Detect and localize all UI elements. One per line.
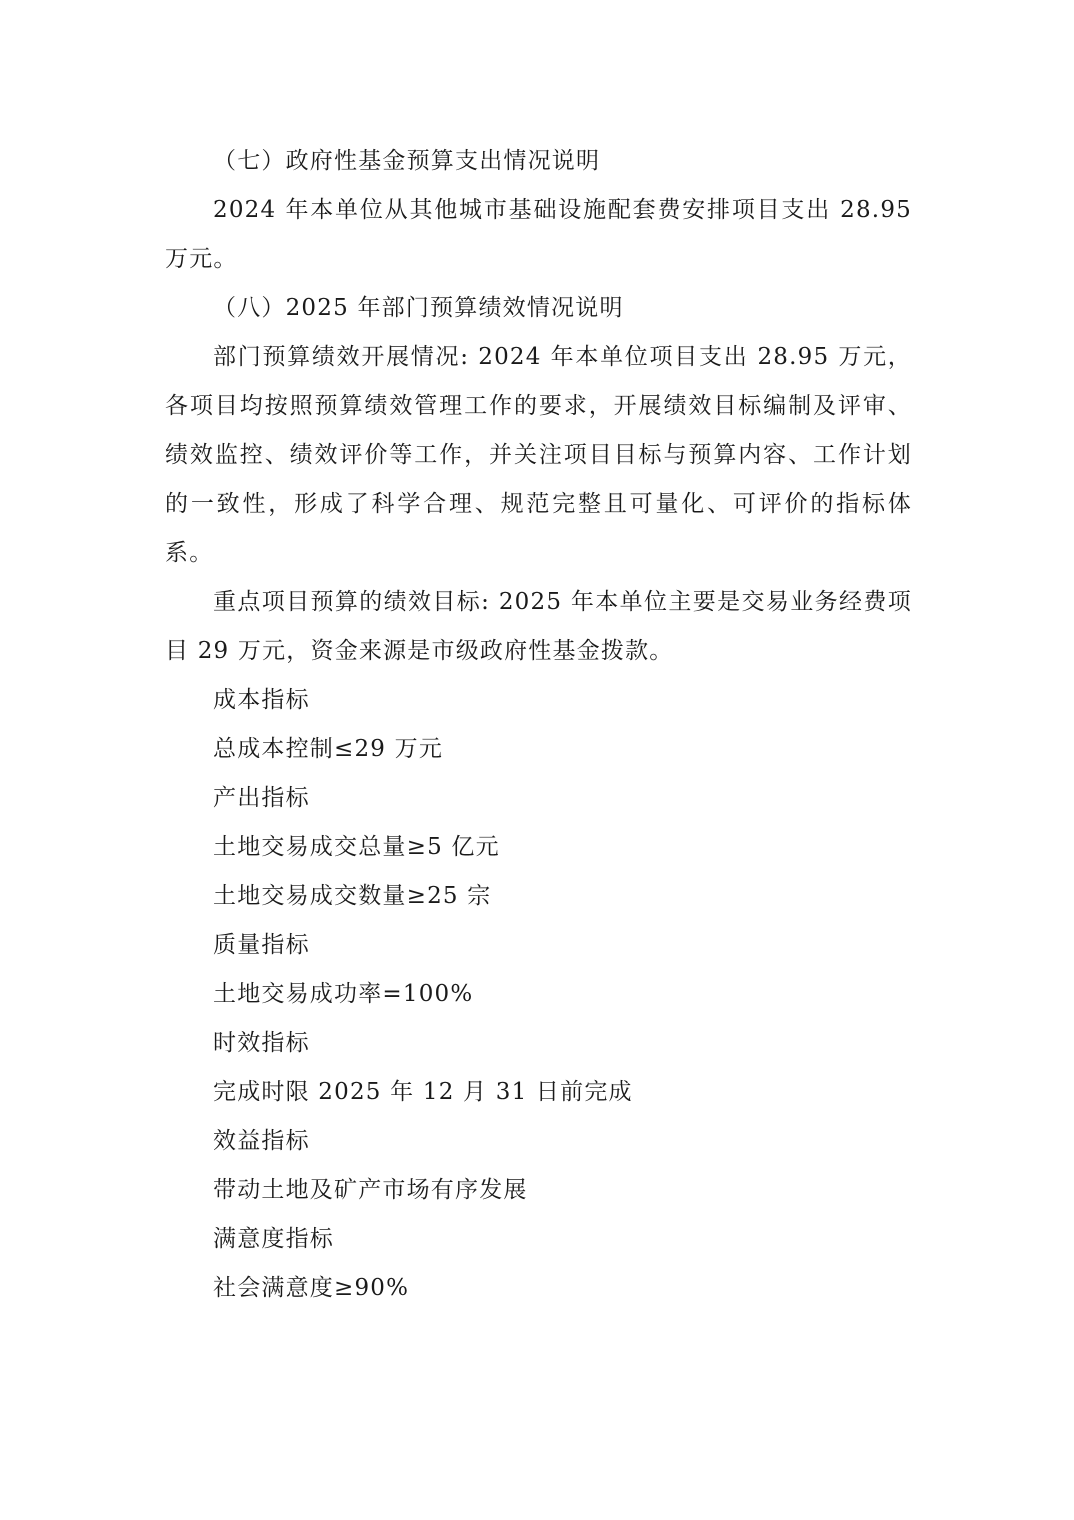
indicator-quality-title: 质量指标 [213, 932, 310, 958]
indicator-quality-value: 土地交易成功率=100% [213, 981, 474, 1007]
indicator-satisfaction-title: 满意度指标 [213, 1226, 334, 1252]
indicator-cost-value: 总成本控制≤29 万元 [213, 736, 444, 762]
indicator-benefit-value: 带动土地及矿产市场有序发展 [213, 1177, 528, 1203]
section-7-heading: （七）政府性基金预算支出情况说明 [213, 148, 601, 174]
indicator-output-title: 产出指标 [213, 785, 310, 811]
indicator-timeliness-value: 完成时限 2025 年 12 月 31 日前完成 [213, 1079, 633, 1105]
section-8-heading: （八）2025 年部门预算绩效情况说明 [213, 295, 624, 321]
indicator-output-value-2: 土地交易成交数量≥25 宗 [213, 883, 492, 909]
section-8-paragraph-1: 部门预算绩效开展情况: 2024 年本单位项目支出 28.95 万元，各项目均按照预算绩效管理工作的要求，开展绩效目标编制及评审、绩效监控、绩效评价等工作，并关注项目目标与预算内容、工作计划的一致性，形成了科学合理、规范完整且可量化、可评价的指标体系。 [165, 344, 912, 566]
indicator-output-value-1: 土地交易成交总量≥5 亿元 [213, 834, 500, 860]
document-body [165, 137, 912, 1313]
section-8-paragraph-2: 重点项目预算的绩效目标: 2025 年本单位主要是交易业务经费项目 29 万元，资金来源是市级政府性基金拨款。 [165, 589, 912, 664]
section-7-body: 2024 年本单位从其他城市基础设施配套费安排项目支出 28.95 万元。 [165, 197, 912, 272]
indicator-timeliness-title: 时效指标 [213, 1030, 310, 1056]
indicator-satisfaction-value: 社会满意度≥90% [213, 1275, 410, 1301]
indicator-benefit-title: 效益指标 [213, 1128, 310, 1154]
indicator-cost-title: 成本指标 [213, 687, 310, 713]
